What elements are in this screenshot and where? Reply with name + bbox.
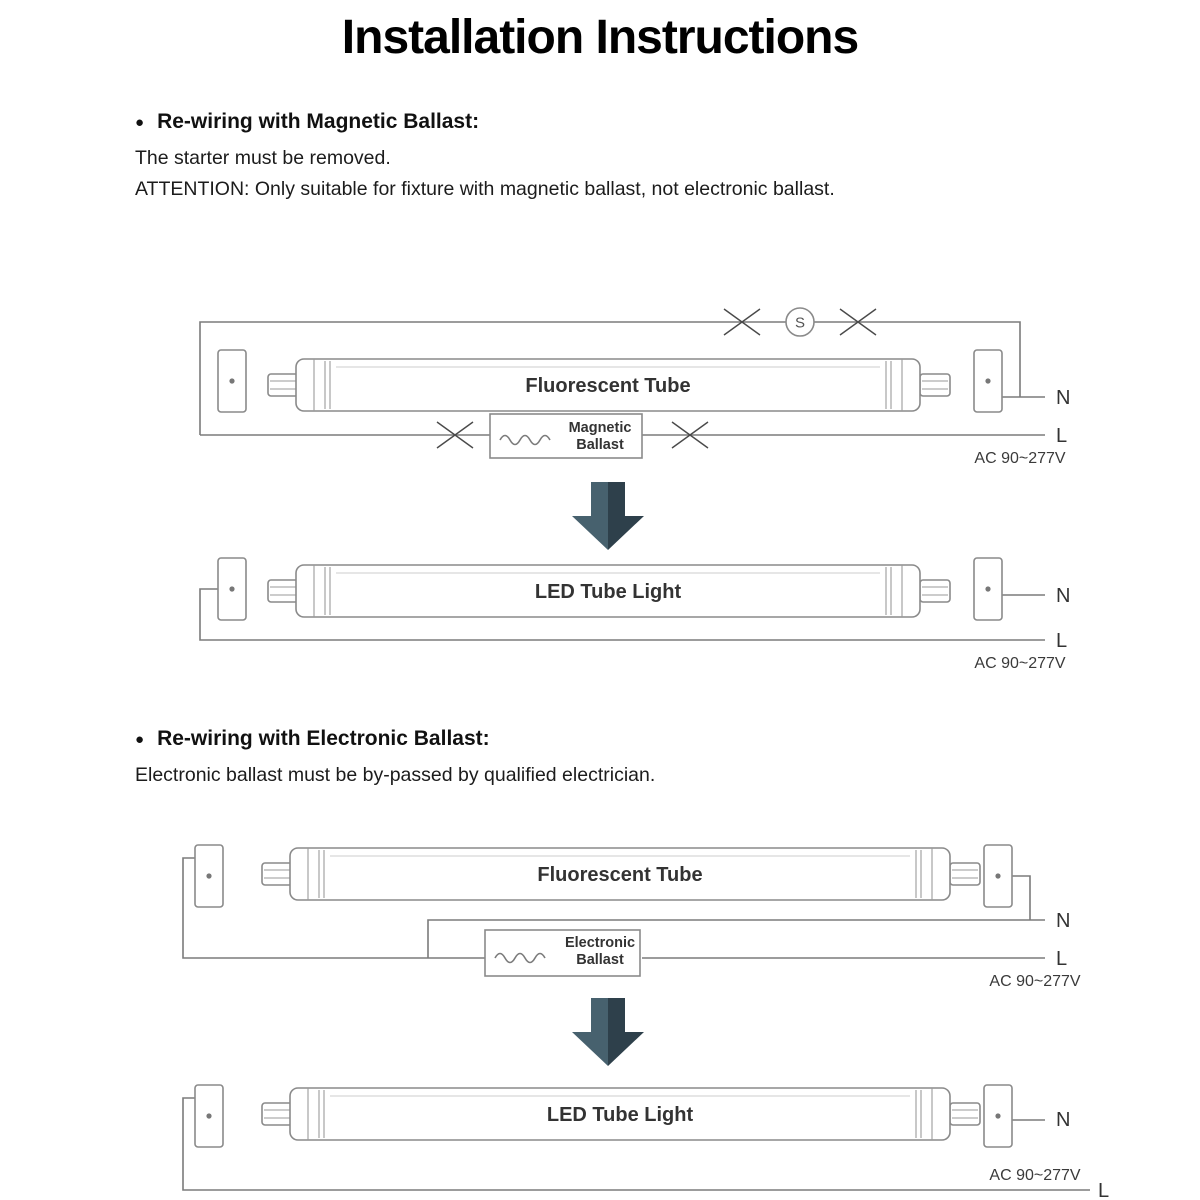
- lamp-socket-left: [218, 558, 246, 620]
- voltage-label: AC 90~277V: [974, 655, 1066, 672]
- lamp-socket-left: [218, 350, 246, 412]
- voltage-label: AC 90~277V: [989, 1167, 1081, 1184]
- lamp-socket-right: [984, 1085, 1012, 1147]
- section-heading-label: Re-wiring with Magnetic Ballast:: [157, 110, 480, 133]
- live-label: L: [1056, 425, 1068, 447]
- tube-label: Fluorescent Tube: [525, 375, 691, 397]
- diagram-electronic-after: [183, 1085, 1109, 1200]
- neutral-label: N: [1056, 910, 1071, 932]
- fluorescent-tube: [268, 359, 950, 411]
- lamp-socket-left: [195, 1085, 223, 1147]
- voltage-label: AC 90~277V: [974, 450, 1066, 467]
- tube-label: LED Tube Light: [534, 581, 682, 603]
- starter-label: S: [794, 314, 806, 332]
- ballast-label-line2: Ballast: [576, 437, 624, 453]
- diagram-magnetic-after: [200, 558, 1070, 672]
- neutral-label: N: [1056, 387, 1071, 409]
- ballast-label-line1: Magnetic: [568, 420, 632, 436]
- magnetic-ballast: [490, 414, 642, 458]
- diagram-magnetic-before: [200, 308, 1070, 467]
- electronic-ballast: [485, 930, 640, 976]
- live-label: L: [1098, 1180, 1110, 1200]
- section-electronic-text: [135, 727, 1145, 791]
- wire-socket-right: [1012, 876, 1030, 920]
- down-arrow-icon: [572, 482, 644, 550]
- ballast-label-line2: Ballast: [576, 952, 624, 968]
- fluorescent-tube: [262, 848, 980, 900]
- bullet-icon: ●: [135, 730, 145, 748]
- body-line: The starter must be removed.: [135, 147, 391, 169]
- lamp-socket-right: [984, 845, 1012, 907]
- live-label: L: [1056, 948, 1068, 970]
- led-tube: [268, 565, 950, 617]
- lamp-socket-right: [974, 350, 1002, 412]
- voltage-label: AC 90~277V: [989, 973, 1081, 990]
- section-heading-label: Re-wiring with Electronic Ballast:: [157, 727, 490, 750]
- tube-label: LED Tube Light: [546, 1104, 694, 1126]
- section-heading-electronic: [135, 727, 1145, 751]
- neutral-label: N: [1056, 1109, 1071, 1131]
- led-tube: [262, 1088, 980, 1140]
- down-arrow-icon: [572, 998, 644, 1066]
- lamp-socket-left: [195, 845, 223, 907]
- body-line: Electronic ballast must be by-passed by qualified electrician.: [135, 764, 656, 786]
- section-heading-magnetic: [135, 110, 1145, 134]
- section-magnetic-text: [135, 110, 1145, 205]
- neutral-label: N: [1056, 585, 1071, 607]
- body-line: ATTENTION: Only suitable for fixture with magnetic ballast, not electronic ballast.: [135, 178, 835, 200]
- diagram-electronic-before: [183, 845, 1081, 990]
- live-label: L: [1056, 630, 1068, 652]
- ballast-label-line1: Electronic: [564, 935, 636, 951]
- page-title: Installation Instructions: [341, 11, 859, 64]
- bullet-icon: ●: [135, 113, 145, 131]
- lamp-socket-right: [974, 558, 1002, 620]
- tube-label: Fluorescent Tube: [537, 864, 703, 886]
